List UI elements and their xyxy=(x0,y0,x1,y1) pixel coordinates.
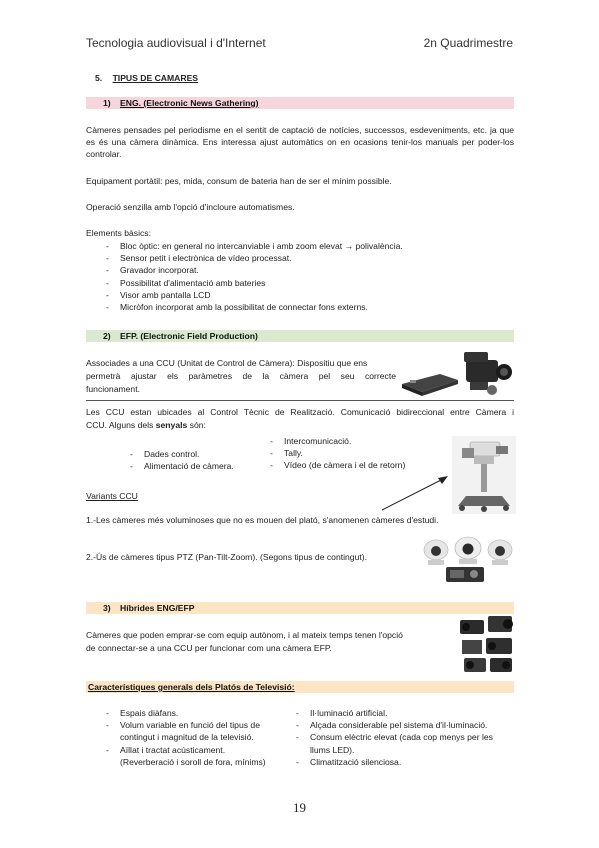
hybrid-heading-bar xyxy=(86,602,514,614)
header-semester: 2n Quadrimestre xyxy=(423,36,513,50)
list-item: - Visor amb pantalla LCD xyxy=(106,289,506,301)
list-item: - Tally. xyxy=(270,447,450,459)
studio-left-list xyxy=(106,707,266,768)
list-item: - Alimentació de càmera. xyxy=(130,460,260,472)
list-item: - Sensor petit i electrònica de vídeo processat. xyxy=(106,252,506,264)
list-item: - Dades control. xyxy=(130,448,260,460)
eng-elements-list xyxy=(106,240,506,313)
studio-right-list xyxy=(296,707,508,768)
arrow-icon xyxy=(380,474,450,512)
ccu-text-2a: CCU. Alguns dels xyxy=(86,420,156,430)
divider xyxy=(86,400,514,401)
efp-line-1: Associades a una CCU (Unitat de Control de Càmera): Dispositiu que ens xyxy=(86,358,368,368)
list-item: - Espais diàfans. xyxy=(106,707,266,719)
studio-title: Característiques generals dels Platós de Televisió: xyxy=(88,682,295,692)
list-item: - Bloc òptic: en general no intercanviable i amb zoom elevat → polivalència. xyxy=(106,240,506,252)
eng-title: ENG. (Electronic News Gathering) xyxy=(120,98,259,108)
section-number: 5. xyxy=(95,73,103,83)
hybrid-cameras-image xyxy=(458,614,516,676)
section-heading xyxy=(95,72,198,84)
ccu-camera-image xyxy=(400,350,515,398)
section-title: TIPUS DE CAMARES xyxy=(112,73,199,83)
eng-elements-label: Elements bàsics: xyxy=(86,228,151,238)
hybrid-title: Híbrides ENG/EFP xyxy=(120,603,195,613)
variant-2: 2.-Ús de càmeres tipus PTZ (Pan-Tilt-Zoom). (Segons tipus de contingut). xyxy=(86,552,367,562)
hybrid-line-1: Càmeres que poden emprar-se com equip autònom, i al mateix temps tenen l'opció xyxy=(86,630,403,640)
list-item: - Gravador incorporat. xyxy=(106,264,506,276)
ccu-text-2c: són: xyxy=(187,420,206,430)
eng-portable: Equipament portàtil: pes, mida, consum de bateria han de ser el mínim possible. xyxy=(86,176,392,186)
list-item: - Vídeo (de càmera i el de retorn) xyxy=(270,459,450,471)
efp-line-2: permetrà ajustar els paràmetres de la càmera pel seu correcte xyxy=(86,371,396,381)
list-item: - Micròfon incorporat amb la possibilitat de connectar fons externs. xyxy=(106,301,506,313)
efp-title: EFP. (Electronic Field Production) xyxy=(120,331,258,341)
eng-heading-bar xyxy=(86,97,514,109)
ccu-text-1: Les CCU estan ubicades al Control Tècnic de Realització. Comunicació bidireccional entre Càmera i xyxy=(86,407,514,417)
studio-heading-bar xyxy=(86,681,514,693)
signals-right-list xyxy=(270,435,450,472)
list-item: - Intercomunicació. xyxy=(270,435,450,447)
list-item: - Climatització silenciosa. xyxy=(296,756,508,768)
eng-operation: Operació senzilla amb l'opció d'incloure automatismes. xyxy=(86,202,295,212)
ccu-text-2 xyxy=(86,419,206,431)
ccu-text-2b: senyals xyxy=(155,420,188,430)
list-item: - Alçada considerable pel sistema d'il·luminació. xyxy=(296,719,508,731)
hybrid-line-2: de connectar-se a una CCU per funcionar com una càmera EFP. xyxy=(86,643,332,653)
signals-left-list xyxy=(130,448,260,472)
page-number: 19 xyxy=(293,800,306,815)
list-item: - Possibilitat d'alimentació amb bateries xyxy=(106,277,506,289)
list-item: - Aïllat i tractat acústicament. (Reverberació i soroll de fora, mínims) xyxy=(106,744,266,768)
eng-description: Càmeres pensades pel periodisme en el sentit de captació de notícies, successos, esdeveniments, etc. ja que es és una càmera dinàmica. Ens interessa ajust automàtics on en ocasions tenir-los manuals per poder-los controlar. xyxy=(86,125,514,160)
list-item: - Il·luminació artificial. xyxy=(296,707,508,719)
header-title: Tecnologia audiovisual i d'Internet xyxy=(86,36,266,50)
efp-line-3: funcionament. xyxy=(86,384,140,394)
ptz-cameras-image xyxy=(420,534,516,584)
efp-heading-bar xyxy=(86,330,514,342)
variant-1: 1.-Les càmeres més voluminoses que no es mouen del plató, s'anomenen càmeres d'estudi. xyxy=(86,515,439,525)
eng-number: 1) xyxy=(103,98,111,108)
efp-number: 2) xyxy=(103,331,111,341)
variants-label: Variants CCU xyxy=(86,491,138,501)
hybrid-number: 3) xyxy=(103,603,111,613)
studio-camera-image xyxy=(452,436,516,514)
list-item: - Consum elèctric elevat (cada cop menys per les llums LED). xyxy=(296,731,508,755)
list-item: - Volum variable en funció del tipus de contingut i magnitud de la televisió. xyxy=(106,719,266,743)
